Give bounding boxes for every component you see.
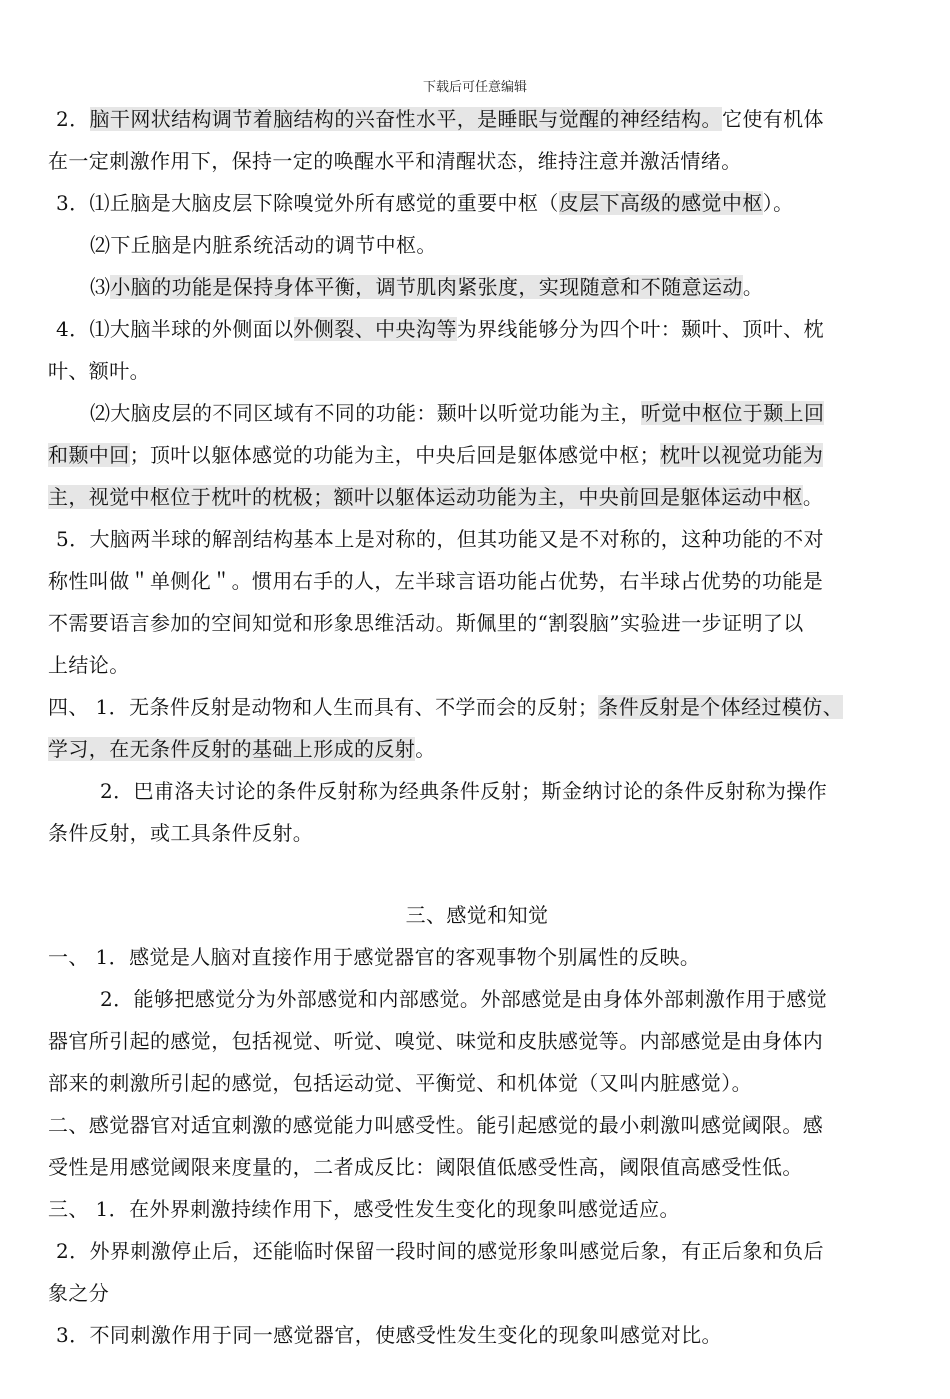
text-segment: 器官所引起的感觉，包括视觉、听觉、嗅觉、味觉和皮肤感觉等。内部感觉是由身体内: [48, 1029, 824, 1053]
text-line: [48, 686, 906, 728]
text-segment: 为界线能够分为四个叶：颞叶、顶叶、枕: [456, 317, 824, 341]
text-line: [48, 644, 906, 686]
text-segment: 。: [742, 275, 764, 299]
highlighted-text: 脑干网状结构调节着脑结构的兴奋性水平，是睡眠与觉醒的神经结构。: [89, 107, 722, 131]
text-segment: 。: [415, 737, 436, 761]
text-line: [48, 812, 906, 854]
text-line: [48, 1020, 906, 1062]
text-segment: 4．⑴大脑半球的外侧面以: [56, 317, 294, 341]
highlighted-text: 主，视觉中枢位于枕叶的枕极；额叶以躯体运动功能为主，中央前回是躯体运动中枢: [48, 485, 803, 509]
text-line: [48, 1230, 906, 1272]
text-line: [48, 434, 906, 476]
text-segment: 叶、额叶。: [48, 359, 150, 383]
text-segment: 象之分: [48, 1281, 110, 1305]
text-line: [48, 1314, 906, 1356]
text-segment: ⑵下丘脑是内脏系统活动的调节中枢。: [90, 233, 437, 257]
text-line: [48, 1146, 906, 1188]
highlighted-text: 条件反射是个体经过模仿、: [598, 695, 844, 719]
highlighted-text: 外侧裂、中央沟等: [293, 317, 457, 341]
highlighted-text: 小脑的功能是保持身体平衡，调节肌肉紧张度，实现随意和不随意运动: [110, 275, 743, 299]
text-segment: 一、 1．感觉是人脑对直接作用于感觉器官的客观事物个别属性的反映。: [48, 945, 701, 969]
document-body: [48, 98, 906, 1356]
highlighted-text: 枕叶以视觉功能为: [660, 443, 824, 467]
highlighted-text: 和颞中回: [48, 443, 130, 467]
text-line: [48, 560, 906, 602]
text-segment: 条件反射，或工具条件反射。: [48, 821, 314, 845]
text-line: [48, 98, 906, 140]
text-line: [48, 1272, 906, 1314]
text-segment: ；顶叶以躯体感觉的功能为主，中央后回是躯体感觉中枢；: [129, 443, 661, 467]
text-line: [48, 978, 906, 1020]
text-segment: ⑵大脑皮层的不同区域有不同的功能：颞叶以听觉功能为主，: [90, 401, 641, 425]
text-line: [48, 476, 906, 518]
text-segment: 受性是用感觉阈限来度量的，二者成反比：阈限值低感受性高，阈限值高感受性低。: [48, 1155, 803, 1179]
highlighted-text: 听觉中枢位于颞上回: [640, 401, 825, 425]
section-heading: [48, 894, 906, 936]
text-line: [48, 518, 906, 560]
text-segment: 2．外界刺激停止后，还能临时保留一段时间的感觉形象叫感觉后象，有正后象和负后: [56, 1239, 824, 1263]
text-segment: ⑶: [90, 275, 111, 299]
paragraph-gap: [48, 854, 906, 894]
text-line: [48, 770, 906, 812]
text-line: [48, 392, 906, 434]
text-segment: 3．⑴丘脑是大脑皮层下除嗅觉外所有感觉的重要中枢（: [56, 191, 559, 215]
text-segment: 三、感觉和知觉: [405, 903, 549, 927]
text-segment: 四、 1．无条件反射是动物和人生而具有、不学而会的反射；: [48, 695, 599, 719]
text-line: [48, 936, 906, 978]
text-segment: 不需要语言参加的空间知觉和形象思维活动。斯佩里的“割裂脑”实验进一步证明了以: [48, 611, 804, 635]
text-line: [48, 1188, 906, 1230]
text-line: [48, 1104, 906, 1146]
text-line: [48, 140, 906, 182]
text-segment: 在一定刺激作用下，保持一定的唤醒水平和清醒状态，维持注意并激活情绪。: [48, 149, 742, 173]
text-line: [48, 182, 906, 224]
text-segment: 二、感觉器官对适宜刺激的感觉能力叫感受性。能引起感觉的最小刺激叫感觉阈限。感: [48, 1113, 824, 1137]
text-segment: 上结论。: [48, 653, 130, 677]
text-line: [48, 224, 906, 266]
text-segment: 三、 1．在外界刺激持续作用下，感受性发生变化的现象叫感觉适应。: [48, 1197, 680, 1221]
text-segment: 2．巴甫洛夫讨论的条件反射称为经典条件反射；斯金纳讨论的条件反射称为操作: [100, 779, 828, 803]
page-header: 下载后可任意编辑: [422, 80, 527, 95]
highlighted-text: 皮层下高级的感觉中枢: [558, 191, 763, 215]
text-segment: 3．不同刺激作用于同一感觉器官，使感受性发生变化的现象叫感觉对比。: [56, 1323, 722, 1347]
highlighted-text: 学习，在无条件反射的基础上形成的反射: [48, 737, 416, 761]
text-line: [48, 602, 906, 644]
text-line: [48, 1062, 906, 1104]
text-segment: 部来的刺激所引起的感觉，包括运动觉、平衡觉、和机体觉（又叫内脏感觉）。: [48, 1071, 752, 1095]
text-line: [48, 350, 906, 392]
text-segment: 称性叫做＂单侧化＂。惯用右手的人，左半球言语功能占优势，右半球占优势的功能是: [48, 569, 824, 593]
text-segment: 5．大脑两半球的解剖结构基本上是对称的，但其功能又是不对称的，这种功能的不对: [56, 527, 824, 551]
text-line: [48, 266, 906, 308]
text-line: [48, 308, 906, 350]
text-segment: 。: [802, 485, 824, 509]
text-segment: 2．能够把感觉分为外部感觉和内部感觉。外部感觉是由身体外部刺激作用于感觉: [100, 987, 828, 1011]
text-segment: 它使有机体: [721, 107, 824, 131]
text-segment: 2．: [56, 107, 90, 131]
text-line: [48, 728, 906, 770]
text-segment: ）。: [762, 191, 794, 215]
